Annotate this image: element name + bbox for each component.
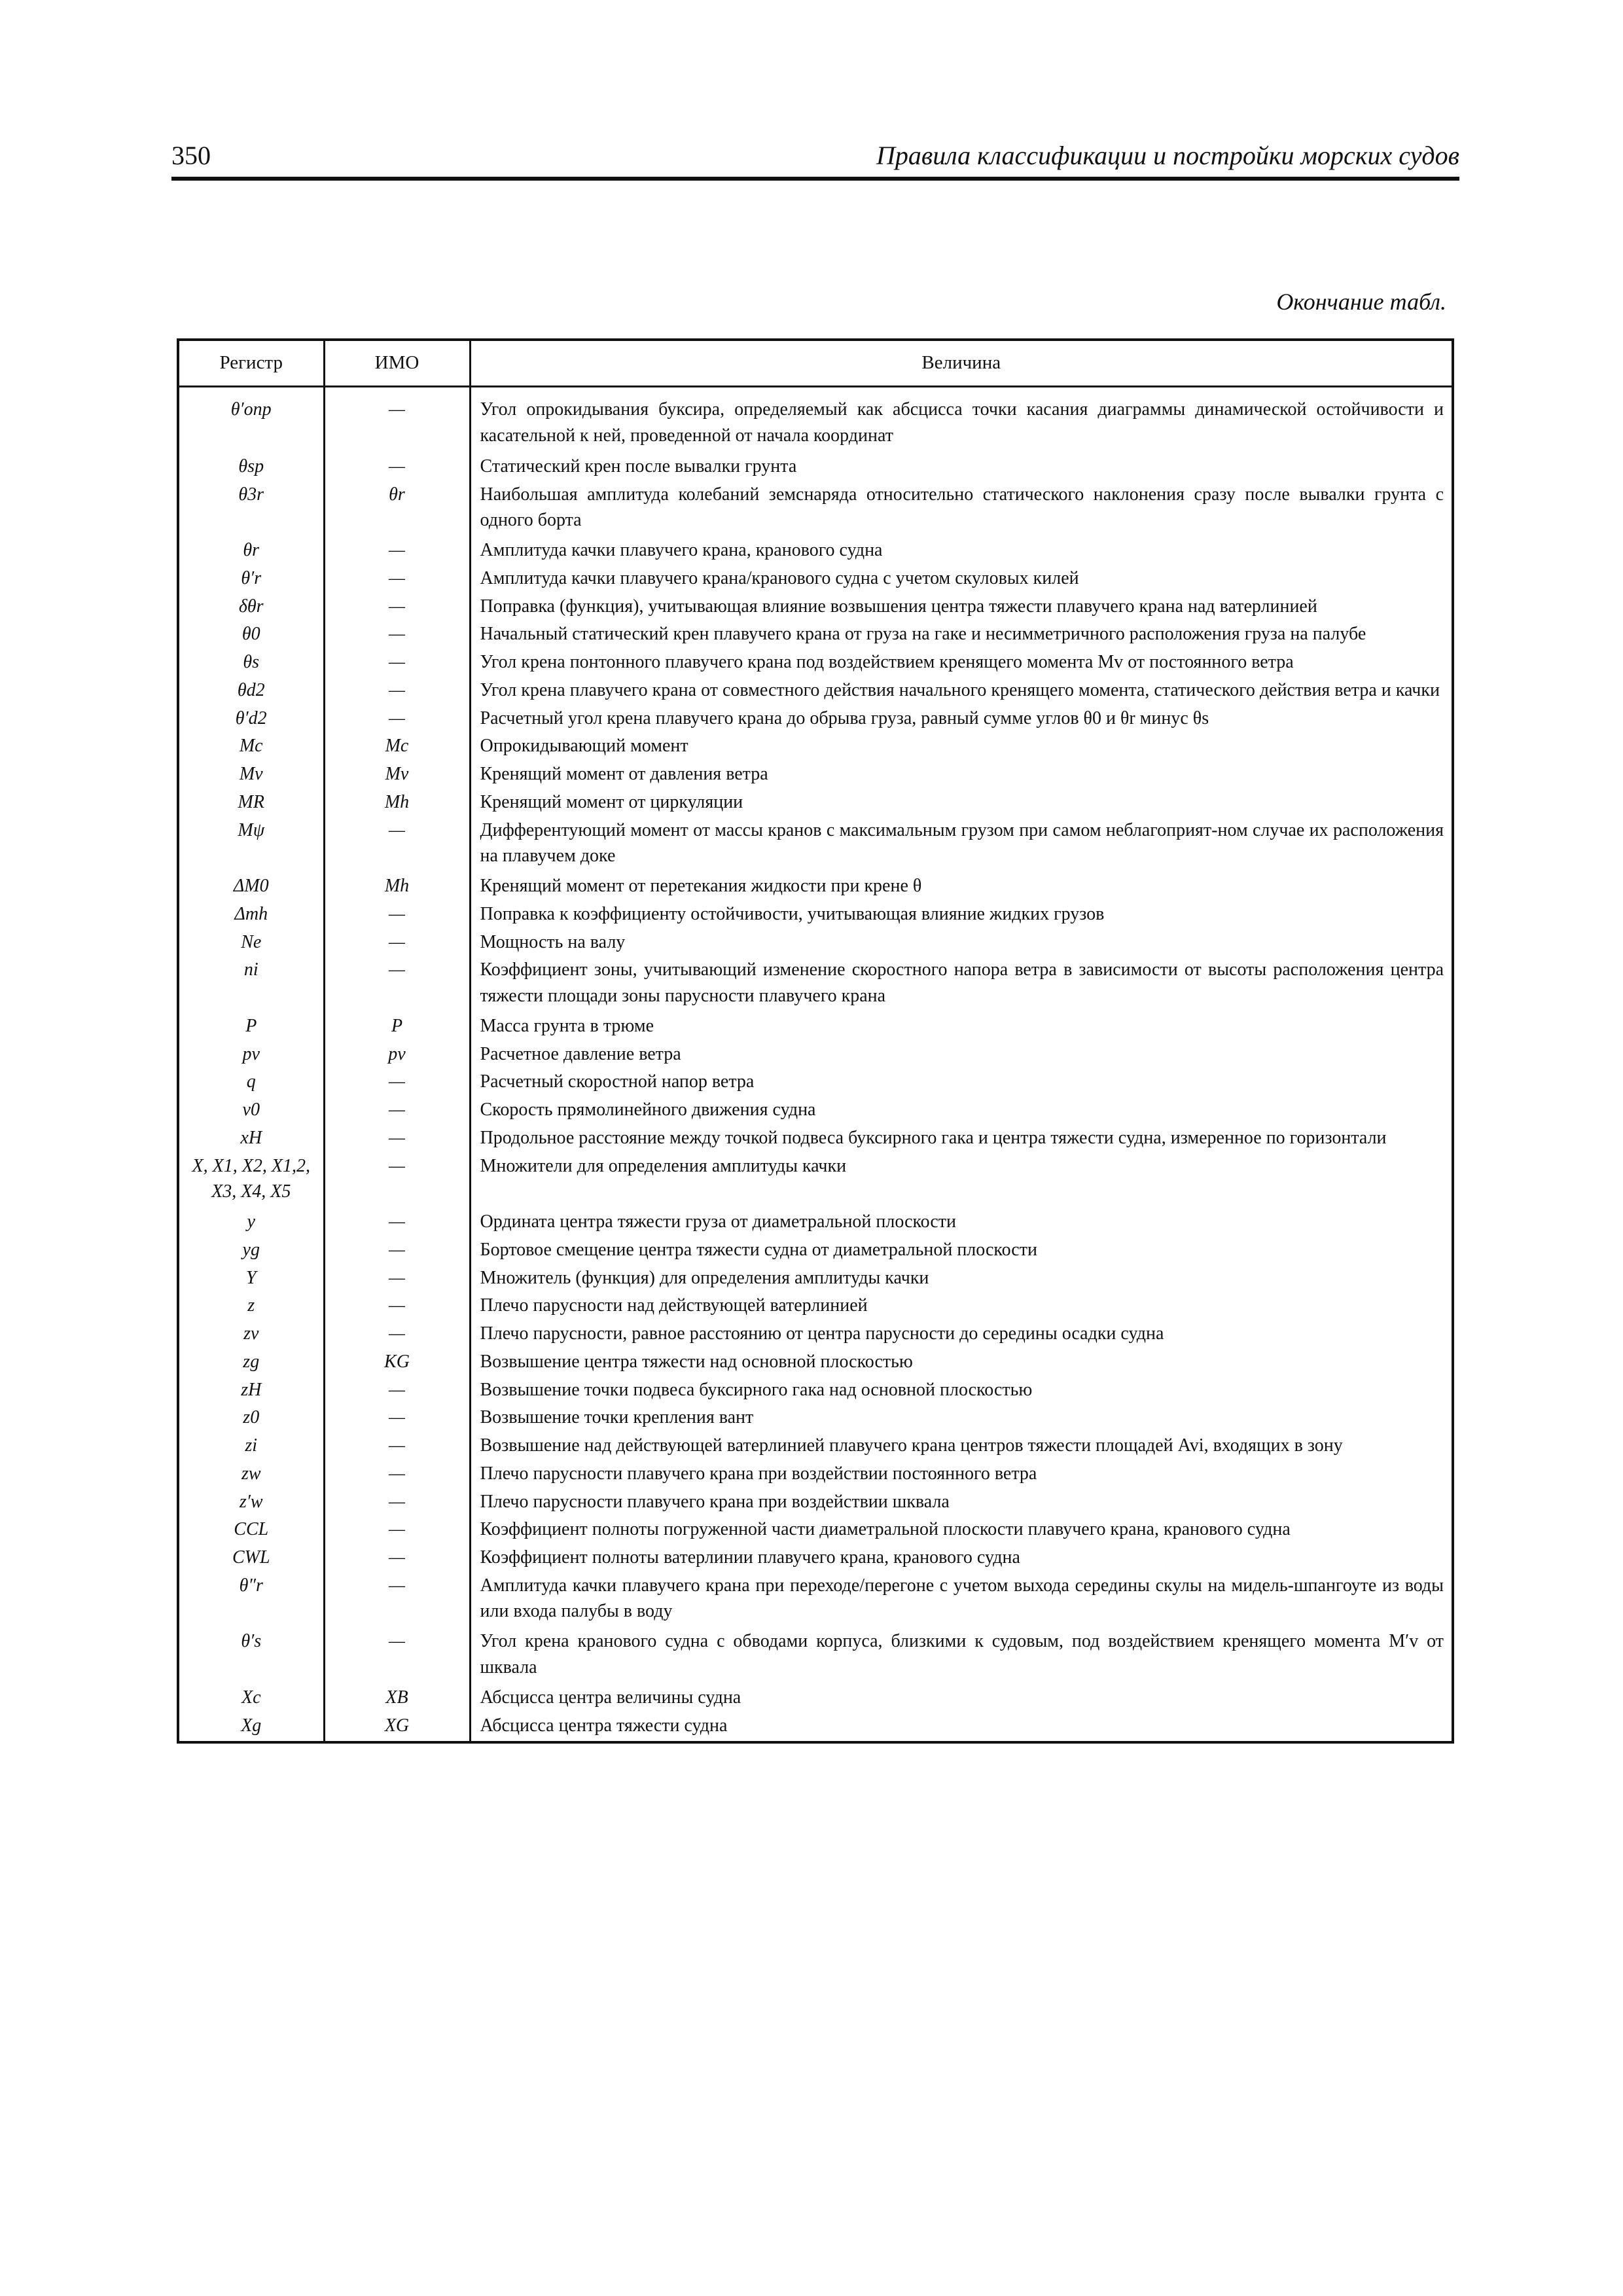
quantity-cell: Кренящий момент от давления ветра xyxy=(470,761,1452,789)
quantity-cell: Поправка (функция), учитывающая влияние возвышения центра тяжести плавучего крана над ватерлинией xyxy=(470,594,1452,622)
table-row xyxy=(179,1516,1452,1545)
quantity-cell: Плечо парусности, равное расстоянию от центра парусности до середины осадки судна xyxy=(470,1321,1452,1349)
imo-cell: — xyxy=(324,565,470,594)
register-cell: X, X1, X2, X1,2, X3, X4, X5 xyxy=(192,1155,310,1202)
table-row xyxy=(179,1573,1452,1629)
register-cell: Mψ xyxy=(238,819,265,840)
quantity-cell: Амплитуда качки плавучего крана/кранового судна с учетом скуловых килей xyxy=(470,565,1452,594)
table-row xyxy=(179,1489,1452,1517)
table-row xyxy=(179,677,1452,706)
quantity-cell: Масса грунта в трюме xyxy=(470,1013,1452,1041)
quantity-cell: Расчетный скоростной напор ветра xyxy=(470,1069,1452,1097)
column-header-imo: ИМО xyxy=(324,341,470,387)
register-cell: y xyxy=(247,1211,255,1232)
imo-cell: — xyxy=(324,1069,470,1097)
table-header-row xyxy=(179,341,1452,387)
imo-cell: KG xyxy=(324,1349,470,1377)
register-cell: θ′s xyxy=(241,1631,262,1652)
imo-cell: — xyxy=(324,1433,470,1461)
quantity-cell: Расчетное давление ветра xyxy=(470,1041,1452,1069)
imo-cell: — xyxy=(324,387,470,454)
imo-cell: — xyxy=(324,929,470,958)
quantity-cell: Множитель (функция) для определения амплитуды качки xyxy=(470,1265,1452,1293)
register-cell: θ″r xyxy=(239,1575,263,1596)
register-cell: zw xyxy=(241,1463,261,1484)
page-header xyxy=(171,136,1459,181)
table-row xyxy=(179,1405,1452,1433)
register-cell: zi xyxy=(245,1435,258,1456)
quantity-cell: Плечо парусности плавучего крана при воздействии постоянного ветра xyxy=(470,1461,1452,1489)
page-number: 350 xyxy=(171,141,211,170)
quantity-cell: Множители для определения амплитуды качки xyxy=(470,1153,1452,1210)
quantity-cell: Амплитуда качки плавучего крана при переходе/перегоне с учетом выхода середины скулы на мидель-шпангоуте из воды или входа палубы в воду xyxy=(470,1573,1452,1629)
quantity-cell: Начальный статический крен плавучего крана от груза на гаке и несимметричного расположения груза на палубе xyxy=(470,621,1452,649)
imo-cell: Mc xyxy=(324,733,470,761)
imo-cell: — xyxy=(324,817,470,874)
quantity-cell: Коэффициент зоны, учитывающий изменение скоростного напора ветра в зависимости от высоты расположения центра тяжести площади зоны парусности плавучего крана xyxy=(470,957,1452,1013)
register-cell: ni xyxy=(243,960,259,980)
quantity-cell: Ордината центра тяжести груза от диаметральной плоскости xyxy=(470,1209,1452,1237)
quantity-cell: Мощность на валу xyxy=(470,929,1452,958)
imo-cell: — xyxy=(324,1125,470,1153)
imo-cell: — xyxy=(324,1573,470,1629)
imo-cell: — xyxy=(324,1405,470,1433)
imo-cell: — xyxy=(324,1628,470,1685)
register-cell: pv xyxy=(242,1043,260,1064)
table-row xyxy=(179,1713,1452,1741)
register-cell: v0 xyxy=(242,1100,260,1121)
quantity-cell: Угол опрокидывания буксира, определяемый как абсцисса точки касания диаграммы динамической остойчивости и касательной к ней, проведенной от начала координат xyxy=(470,387,1452,454)
register-cell: Xg xyxy=(241,1715,262,1736)
register-cell: Y xyxy=(245,1267,257,1288)
table-row xyxy=(179,1097,1452,1125)
quantity-cell: Расчетный угол крена плавучего крана до обрыва груза, равный сумме углов θ0 и θr минус θs xyxy=(470,706,1452,734)
imo-cell: — xyxy=(324,1237,470,1265)
table-row xyxy=(179,621,1452,649)
table-row xyxy=(179,1265,1452,1293)
quantity-cell: Коэффициент полноты ватерлинии плавучего крана, кранового судна xyxy=(470,1545,1452,1573)
imo-cell: — xyxy=(324,1321,470,1349)
imo-cell: Mv xyxy=(324,761,470,789)
quantity-cell: Бортовое смещение центра тяжести судна от диаметральной плоскости xyxy=(470,1237,1452,1265)
register-cell: Mc xyxy=(239,736,263,757)
imo-cell: — xyxy=(324,901,470,929)
quantity-cell: Возвышение над действующей ватерлинией плавучего крана центров тяжести площадей Avi, входящих в зону xyxy=(470,1433,1452,1461)
register-cell: θsp xyxy=(238,456,264,476)
table-row xyxy=(179,733,1452,761)
register-cell: θ′r xyxy=(241,567,262,588)
table-row xyxy=(179,789,1452,817)
table-row xyxy=(179,901,1452,929)
table-row xyxy=(179,1153,1452,1210)
table-row xyxy=(179,1013,1452,1041)
quantity-cell: Возвышение точки крепления вант xyxy=(470,1405,1452,1433)
running-title: Правила классификации и постройки морских судов xyxy=(876,141,1459,170)
table-row xyxy=(179,1349,1452,1377)
register-cell: θr xyxy=(243,540,260,561)
table-row xyxy=(179,387,1452,454)
table-row xyxy=(179,1545,1452,1573)
table-row xyxy=(179,565,1452,594)
table-row xyxy=(179,649,1452,677)
imo-cell: Mh xyxy=(324,873,470,901)
register-cell: z0 xyxy=(243,1407,260,1428)
quantity-cell: Плечо парусности над действующей ватерлинией xyxy=(470,1293,1452,1321)
register-cell: zg xyxy=(243,1351,260,1372)
imo-cell: pv xyxy=(324,1041,470,1069)
table-row xyxy=(179,1069,1452,1097)
register-cell: θs xyxy=(243,652,260,673)
table-row xyxy=(179,1321,1452,1349)
quantity-cell: Плечо парусности плавучего крана при воздействии шквала xyxy=(470,1489,1452,1517)
imo-cell: — xyxy=(324,1489,470,1517)
register-cell: MR xyxy=(238,791,264,812)
table-row xyxy=(179,1461,1452,1489)
quantity-cell: Возвышение центра тяжести над основной плоскостью xyxy=(470,1349,1452,1377)
imo-cell: — xyxy=(324,1153,470,1210)
register-cell: θ′опр xyxy=(230,399,272,420)
register-cell: CWL xyxy=(232,1547,270,1568)
quantity-cell: Угол крена плавучего крана от совместного действия начального кренящего момента, статического действия ветра и качки xyxy=(470,677,1452,706)
register-cell: yg xyxy=(242,1239,260,1260)
imo-cell: — xyxy=(324,1097,470,1125)
quantity-cell: Скорость прямолинейного движения судна xyxy=(470,1097,1452,1125)
register-cell: δθr xyxy=(238,596,264,617)
table-row xyxy=(179,1685,1452,1713)
register-cell: Xc xyxy=(241,1687,261,1708)
table-row xyxy=(179,1377,1452,1405)
table-row xyxy=(179,537,1452,565)
quantity-cell: Угол крена кранового судна с обводами корпуса, близкими к судовым, под воздействием кренящего момента M′v от шквала xyxy=(470,1628,1452,1685)
imo-cell: — xyxy=(324,537,470,565)
imo-cell: P xyxy=(324,1013,470,1041)
table-row xyxy=(179,1628,1452,1685)
imo-cell: XB xyxy=(324,1685,470,1713)
imo-cell: θr xyxy=(324,482,470,538)
register-cell: θd2 xyxy=(237,679,265,700)
quantity-cell: Продольное расстояние между точкой подвеса буксирного гака и центра тяжести судна, измеренное по горизонтали xyxy=(470,1125,1452,1153)
table-row xyxy=(179,454,1452,482)
table-row xyxy=(179,1237,1452,1265)
quantity-cell: Поправка к коэффициенту остойчивости, учитывающая влияние жидких грузов xyxy=(470,901,1452,929)
register-cell: ΔM0 xyxy=(233,876,269,897)
imo-cell: — xyxy=(324,1461,470,1489)
table-continuation-note: Окончание табл. xyxy=(1276,289,1446,315)
table-row xyxy=(179,482,1452,538)
quantity-cell: Абсцисса центра величины судна xyxy=(470,1685,1452,1713)
notation-table xyxy=(177,338,1454,1744)
register-cell: q xyxy=(246,1071,256,1092)
table-row xyxy=(179,873,1452,901)
quantity-cell: Коэффициент полноты погруженной части диаметральной плоскости плавучего крана, кранового судна xyxy=(470,1516,1452,1545)
imo-cell: — xyxy=(324,1545,470,1573)
register-cell: xH xyxy=(240,1127,262,1148)
register-cell: P xyxy=(245,1015,257,1036)
imo-cell: — xyxy=(324,1377,470,1405)
register-cell: θ′d2 xyxy=(235,708,267,728)
table-row xyxy=(179,761,1452,789)
quantity-cell: Наибольшая амплитуда колебаний земснаряда относительно статического наклонения сразу после вывалки грунта с одного борта xyxy=(470,482,1452,538)
imo-cell: — xyxy=(324,677,470,706)
quantity-cell: Кренящий момент от циркуляции xyxy=(470,789,1452,817)
table-row xyxy=(179,817,1452,874)
quantity-cell: Кренящий момент от перетекания жидкости при крене θ xyxy=(470,873,1452,901)
imo-cell: — xyxy=(324,1293,470,1321)
register-cell: CCL xyxy=(234,1519,269,1540)
table-row xyxy=(179,1041,1452,1069)
table-row xyxy=(179,957,1452,1013)
imo-cell: XG xyxy=(324,1713,470,1741)
quantity-cell: Возвышение точки подвеса буксирного гака над основной плоскостью xyxy=(470,1377,1452,1405)
imo-cell: — xyxy=(324,1265,470,1293)
imo-cell: — xyxy=(324,649,470,677)
imo-cell: — xyxy=(324,1209,470,1237)
imo-cell: Mh xyxy=(324,789,470,817)
quantity-cell: Опрокидывающий момент xyxy=(470,733,1452,761)
table-row xyxy=(179,1433,1452,1461)
imo-cell: — xyxy=(324,454,470,482)
table-row xyxy=(179,1209,1452,1237)
register-cell: z′w xyxy=(239,1491,263,1512)
register-cell: θ0 xyxy=(241,624,260,645)
column-header-register: Регистр xyxy=(179,341,324,387)
register-cell: zv xyxy=(243,1323,259,1344)
quantity-cell: Абсцисса центра тяжести судна xyxy=(470,1713,1452,1741)
table-row xyxy=(179,929,1452,958)
quantity-cell: Статический крен после вывалки грунта xyxy=(470,454,1452,482)
table-row xyxy=(179,1125,1452,1153)
register-cell: Ne xyxy=(241,931,262,952)
column-header-quantity: Величина xyxy=(470,341,1452,387)
table-row xyxy=(179,706,1452,734)
imo-cell: — xyxy=(324,957,470,1013)
quantity-cell: Дифферентующий момент от массы кранов с максимальным грузом при самом неблагоприят-ном случае их расположения на плавучем доке xyxy=(470,817,1452,874)
register-cell: zH xyxy=(241,1379,262,1400)
imo-cell: — xyxy=(324,706,470,734)
table-row xyxy=(179,594,1452,622)
register-cell: Mv xyxy=(239,764,263,785)
table-row xyxy=(179,1293,1452,1321)
imo-cell: — xyxy=(324,621,470,649)
imo-cell: — xyxy=(324,1516,470,1545)
register-cell: Δmh xyxy=(234,903,268,924)
quantity-cell: Угол крена понтонного плавучего крана под воздействием кренящего момента Mv от постоянного ветра xyxy=(470,649,1452,677)
imo-cell: — xyxy=(324,594,470,622)
register-cell: θ3r xyxy=(238,484,264,505)
register-cell: z xyxy=(247,1295,255,1316)
quantity-cell: Амплитуда качки плавучего крана, кранового судна xyxy=(470,537,1452,565)
